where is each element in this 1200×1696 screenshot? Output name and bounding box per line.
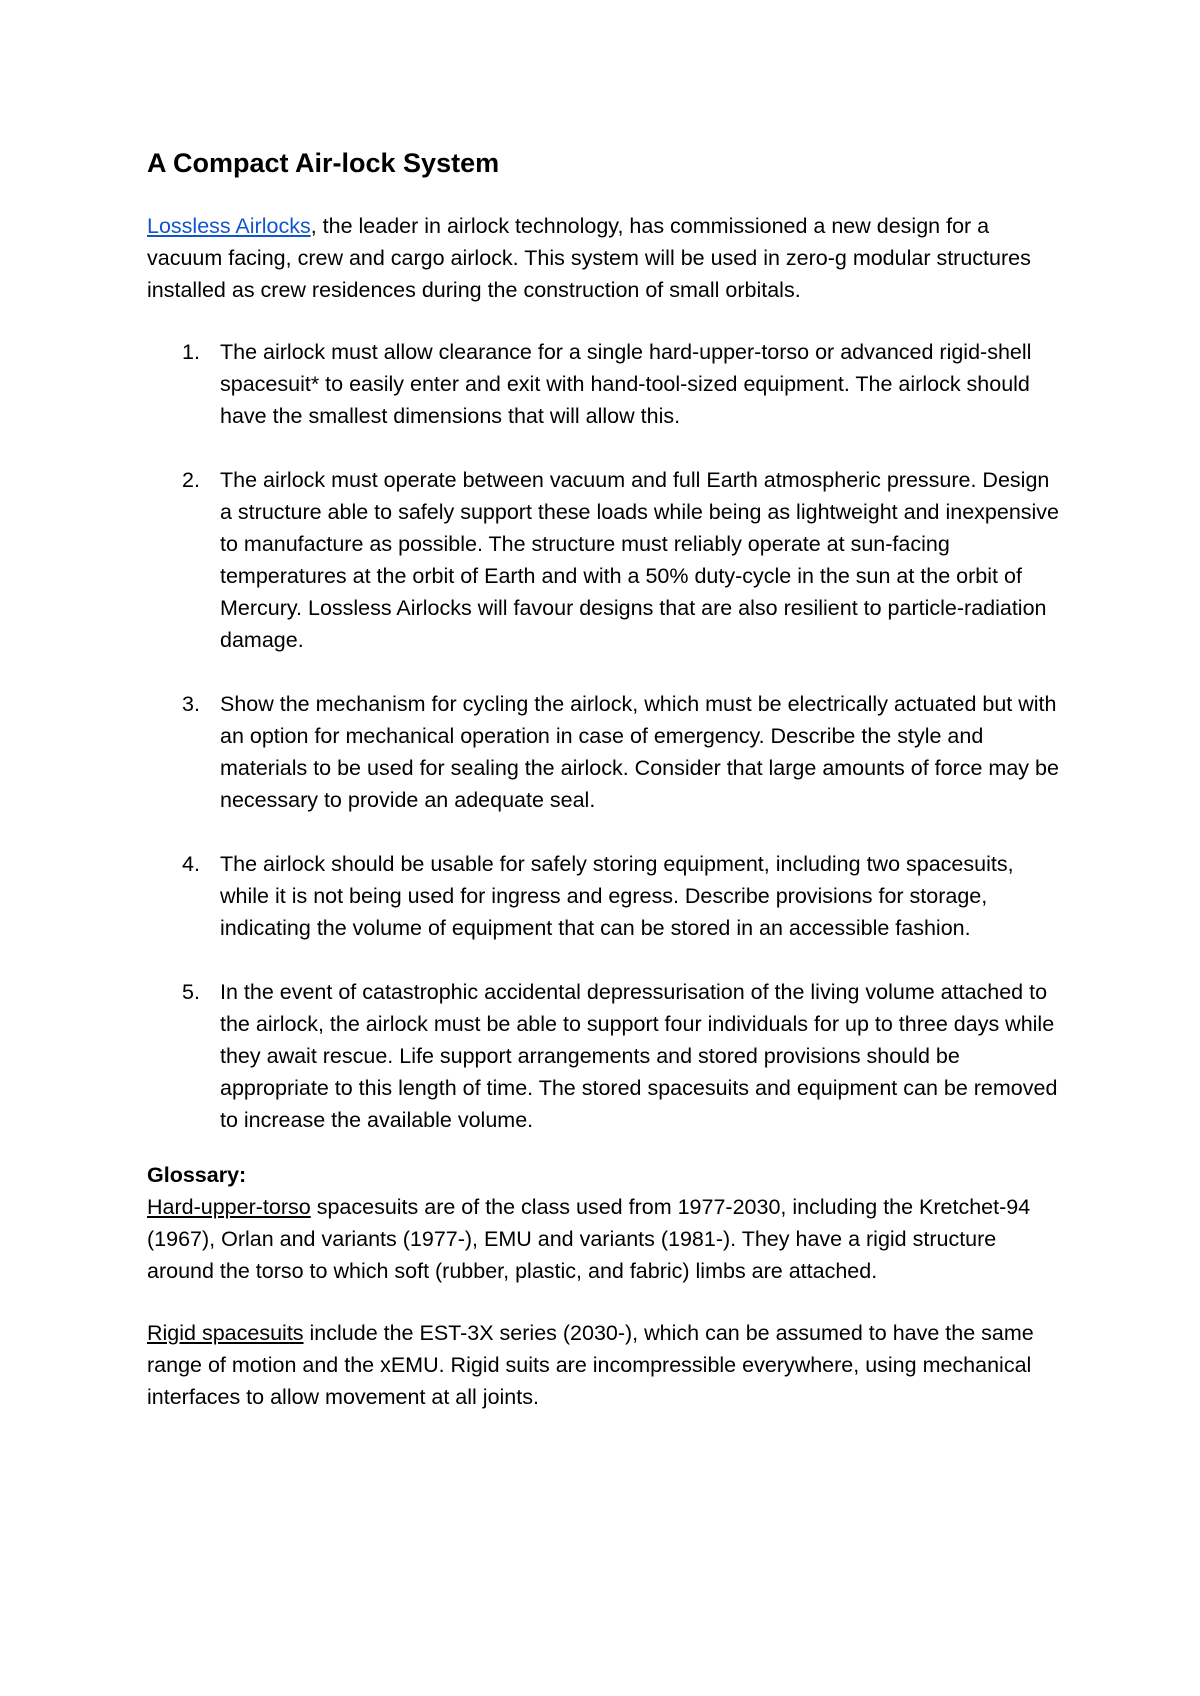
glossary-term: Hard-upper-torso xyxy=(147,1195,311,1219)
list-item-number: 2. xyxy=(182,468,200,492)
glossary-entry-hard-upper-torso xyxy=(147,1191,1067,1287)
lossless-airlocks-link[interactable]: Lossless Airlocks xyxy=(147,214,311,238)
glossary-heading: Glossary: xyxy=(147,1163,247,1187)
requirements-list xyxy=(147,336,1067,1136)
list-item xyxy=(147,336,1067,432)
intro-text: , the leader in airlock technology, has commissioned a new design for a vacuum facing, crew and cargo airlock. This system will be used in zero-g modular structures installed as crew residences during the construction of small orbitals. xyxy=(147,214,1031,302)
list-item xyxy=(147,976,1067,1136)
list-item-text: The airlock must allow clearance for a single hard-upper-torso or advanced rigid-shell spacesuit* to easily enter and exit with hand-tool-sized equipment. The airlock should have the smallest dimensions that will allow this. xyxy=(220,340,1032,428)
list-item-number: 1. xyxy=(182,340,200,364)
list-item-text: In the event of catastrophic accidental depressurisation of the living volume attached to the airlock, the airlock must be able to support four individuals for up to three days while they await rescue. Life support arrangements and stored provisions should be appropriate to this length of time. The stored spacesuits and equipment can be removed to increase the available volume. xyxy=(220,980,1058,1132)
list-item-text: The airlock should be usable for safely storing equipment, including two spacesuits, while it is not being used for ingress and egress. Describe provisions for storage, indicating the volume of equipment that can be stored in an accessible fashion. xyxy=(220,852,1014,940)
document-title: A Compact Air-lock System xyxy=(147,148,500,178)
glossary-term: Rigid spacesuits xyxy=(147,1321,304,1345)
list-item-number: 4. xyxy=(182,852,200,876)
list-item xyxy=(147,464,1067,656)
list-item-number: 5. xyxy=(182,980,200,1004)
glossary-definition: include the EST-3X series (2030-), which can be assumed to have the same range of motion and the xEMU. Rigid suits are incompressible everywhere, using mechanical interfaces to allow movement at all joints. xyxy=(147,1321,1034,1409)
glossary-entry-rigid-spacesuits xyxy=(147,1317,1067,1413)
list-item xyxy=(147,688,1067,816)
list-item-number: 3. xyxy=(182,692,200,716)
list-item xyxy=(147,848,1067,944)
list-item-text: The airlock must operate between vacuum and full Earth atmospheric pressure. Design a structure able to safely support these loads while being as lightweight and inexpensive to manufacture as possible. The structure must reliably operate at sun-facing temperatures at the orbit of Earth and with a 50% duty-cycle in the sun at the orbit of Mercury. Lossless Airlocks will favour designs that are also resilient to particle-radiation damage. xyxy=(220,468,1060,652)
intro-paragraph xyxy=(147,210,1067,306)
document-page xyxy=(147,146,1067,1443)
list-item-text: Show the mechanism for cycling the airlock, which must be electrically actuated but with an option for mechanical operation in case of emergency. Describe the style and materials to be used for sealing the airlock. Consider that large amounts of force may be necessary to provide an adequate seal. xyxy=(220,692,1059,812)
glossary-definition: spacesuits are of the class used from 1977-2030, including the Kretchet-94 (1967), Orlan and variants (1977-), EMU and variants (1981-). They have a rigid structure around the torso to which soft (rubber, plastic, and fabric) limbs are attached. xyxy=(147,1195,1031,1283)
